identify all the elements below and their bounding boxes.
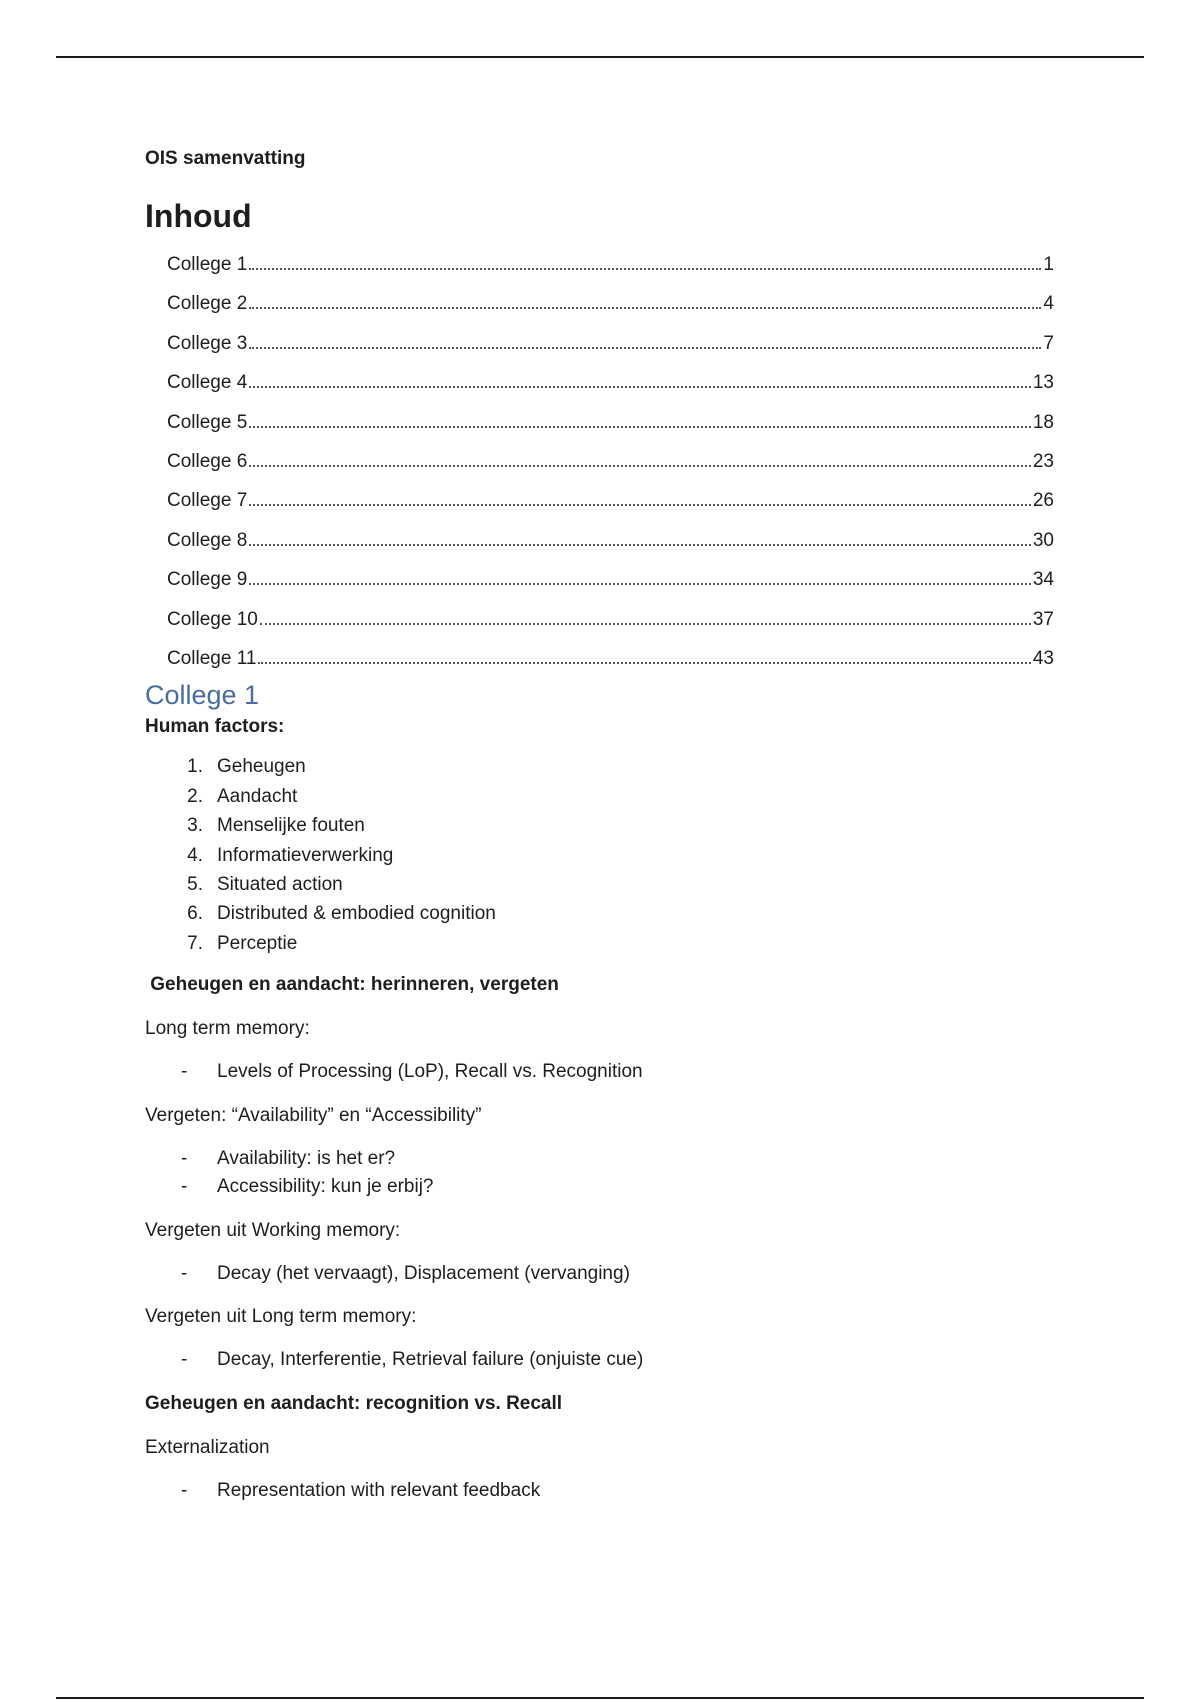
- toc-entry[interactable]: [145, 245, 1054, 284]
- wm-label: Vergeten uit Working memory:: [145, 1219, 401, 1241]
- dash-bullet: -: [181, 1061, 188, 1083]
- list-item-text: Accessibility: kun je erbij?: [217, 1176, 434, 1198]
- toc-entry-label: College 7: [167, 490, 248, 512]
- toc-entry-label: College 10: [167, 608, 258, 630]
- toc-entry-label: College 4: [167, 372, 248, 394]
- dash-bullet: -: [181, 1147, 188, 1169]
- vergeten-list: [145, 1145, 1065, 1202]
- toc-leader-dots: [249, 504, 1031, 506]
- toc-entry-page: 7: [1043, 332, 1054, 354]
- vergeten-label: Vergeten: “Availability” en “Accessibility”: [145, 1104, 482, 1126]
- list-item-text: Representation with relevant feedback: [217, 1479, 541, 1501]
- toc-entry-label: College 8: [167, 529, 248, 551]
- ltm-list: [145, 1058, 1065, 1087]
- list-number: 4.: [187, 844, 203, 866]
- footer-rule: [56, 1697, 1144, 1699]
- toc-entry[interactable]: [145, 284, 1054, 323]
- list-item-text: Informatieverwerking: [217, 844, 394, 866]
- toc-entry[interactable]: [145, 324, 1054, 363]
- list-number: 2.: [187, 785, 203, 807]
- toc-entry-label: College 11: [167, 647, 257, 669]
- toc-entry[interactable]: [145, 639, 1054, 678]
- list-item-text: Perceptie: [217, 932, 298, 954]
- dash-bullet: -: [181, 1176, 188, 1198]
- human-factors-list: [145, 752, 1065, 958]
- list-item: [145, 929, 1065, 958]
- toc-leader-dots: [260, 623, 1031, 625]
- toc-entry[interactable]: [145, 560, 1054, 599]
- externalization-list: [145, 1477, 1065, 1506]
- toc-entry-label: College 2: [167, 293, 248, 315]
- ltm-forget-list: [145, 1346, 1065, 1375]
- list-item-text: Menselijke fouten: [217, 815, 365, 837]
- toc-entry-page: 1: [1043, 254, 1054, 275]
- list-number: 7.: [187, 932, 203, 954]
- toc-entry-page: 4: [1043, 293, 1054, 315]
- human-factors-label: Human factors:: [145, 716, 285, 738]
- list-number: 5.: [187, 873, 203, 895]
- list-item: [145, 1145, 1065, 1174]
- toc-entry-label: College 9: [167, 569, 248, 591]
- list-item: [145, 841, 1065, 870]
- toc-entry-page: 13: [1032, 372, 1054, 394]
- ltm-forget-label: Vergeten uit Long term memory:: [145, 1306, 417, 1328]
- list-item: [145, 782, 1065, 811]
- toc-heading: Inhoud: [145, 198, 252, 234]
- dash-bullet: -: [181, 1479, 188, 1501]
- toc-leader-dots: [249, 386, 1031, 388]
- toc-entry-page: 30: [1032, 529, 1054, 551]
- list-item-text: Availability: is het er?: [217, 1147, 396, 1169]
- wm-list: [145, 1260, 1065, 1289]
- toc-entry-page: 18: [1032, 411, 1054, 433]
- list-item-text: Situated action: [217, 873, 343, 895]
- list-item: [145, 1173, 1065, 1202]
- toc-entry[interactable]: [145, 600, 1054, 639]
- ltm-label: Long term memory:: [145, 1018, 310, 1040]
- table-of-contents: [145, 245, 1065, 678]
- toc-entry-page: 23: [1032, 450, 1054, 472]
- header-rule: [56, 56, 1144, 58]
- list-item: [145, 1346, 1065, 1375]
- dash-bullet: -: [181, 1262, 188, 1284]
- toc-entry[interactable]: [145, 403, 1054, 442]
- section-heading-college-1: College 1: [145, 680, 260, 711]
- externalization-label: Externalization: [145, 1436, 270, 1458]
- toc-leader-dots: [249, 583, 1031, 585]
- subheading-herinneren-vergeten: Geheugen en aandacht: herinneren, vergeten: [145, 974, 559, 996]
- list-item: [145, 1260, 1065, 1289]
- list-item-text: Decay, Interferentie, Retrieval failure (onjuiste cue): [217, 1349, 644, 1371]
- list-item: [145, 870, 1065, 899]
- list-number: 3.: [187, 815, 203, 837]
- toc-entry-page: 43: [1032, 647, 1054, 669]
- toc-leader-dots: [249, 347, 1041, 349]
- list-item: [145, 1058, 1065, 1087]
- dash-bullet: -: [181, 1349, 188, 1371]
- document-page: [145, 143, 1065, 1505]
- list-item-text: Decay (het vervaagt), Displacement (vervanging): [217, 1262, 630, 1284]
- toc-leader-dots: [249, 307, 1041, 309]
- toc-leader-dots: [249, 544, 1031, 546]
- toc-leader-dots: [249, 426, 1031, 428]
- list-item-text: Distributed & embodied cognition: [217, 903, 496, 925]
- list-item: [145, 899, 1065, 928]
- toc-leader-dots: [249, 465, 1031, 467]
- toc-entry[interactable]: [145, 481, 1054, 520]
- toc-leader-dots: [249, 268, 1041, 270]
- toc-entry-label: College 3: [167, 332, 248, 354]
- list-number: 1.: [187, 756, 203, 778]
- subheading-recognition-recall: Geheugen en aandacht: recognition vs. Recall: [145, 1392, 563, 1414]
- list-item: [145, 752, 1065, 781]
- toc-entry-page: 26: [1032, 490, 1054, 512]
- toc-entry-page: 37: [1032, 608, 1054, 630]
- toc-entry[interactable]: [145, 442, 1054, 481]
- toc-entry-label: College 1: [167, 254, 248, 275]
- toc-entry[interactable]: [145, 363, 1054, 402]
- toc-entry-label: College 5: [167, 411, 248, 433]
- toc-entry-page: 34: [1032, 569, 1054, 591]
- toc-leader-dots: [258, 662, 1030, 664]
- list-number: 6.: [187, 903, 203, 925]
- list-item-text: Aandacht: [217, 785, 298, 807]
- list-item: [145, 1477, 1065, 1506]
- list-item-text: Levels of Processing (LoP), Recall vs. Recognition: [217, 1061, 643, 1083]
- toc-entry-label: College 6: [167, 450, 248, 472]
- toc-entry[interactable]: [145, 521, 1054, 560]
- document-title: OIS samenvatting: [145, 148, 306, 169]
- list-item: [145, 811, 1065, 840]
- list-item-text: Geheugen: [217, 756, 306, 778]
